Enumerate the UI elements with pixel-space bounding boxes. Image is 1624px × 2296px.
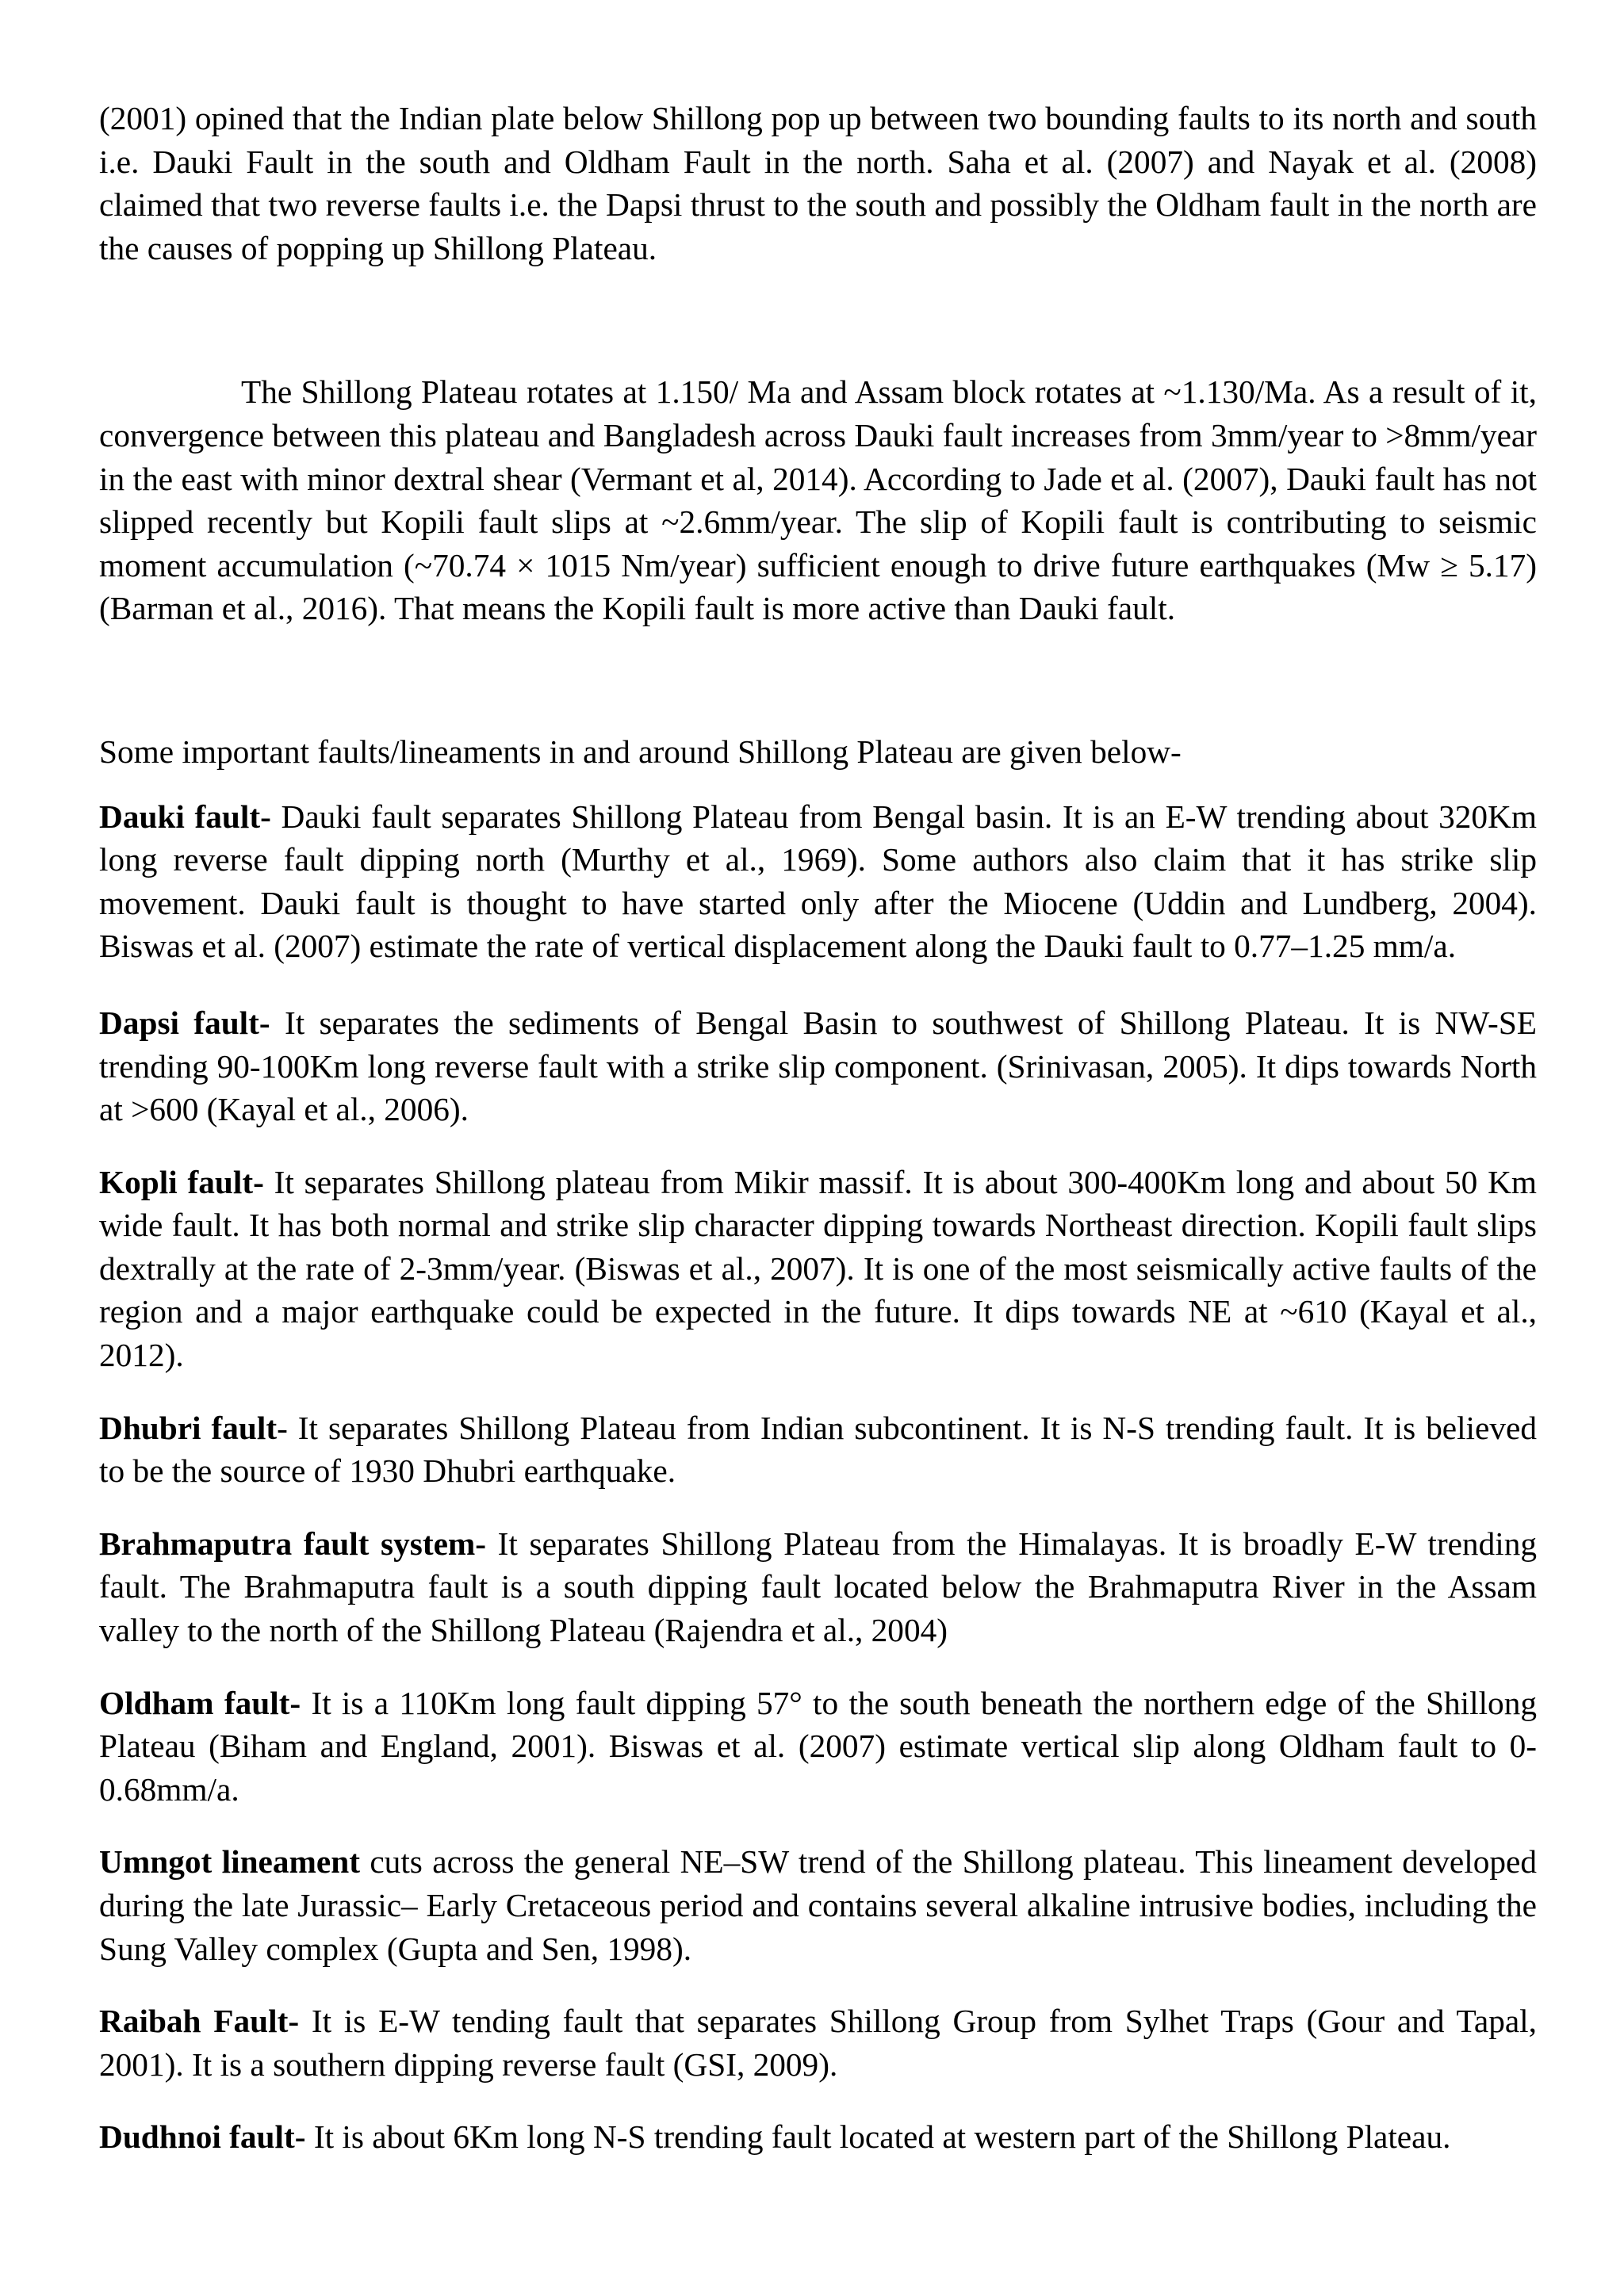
fault-name: Brahmaputra fault system- (99, 1525, 487, 1562)
fault-name: Kopli fault- (99, 1163, 264, 1200)
faults-intro-paragraph: Some important faults/lineaments in and around Shillong Plateau are given below- (99, 733, 1182, 770)
fault-entry-dhubri (99, 1406, 1537, 1493)
fault-description: - It separates Shillong Plateau from Indian subcontinent. It is N-S trending fault. It is believed to be the source of 1930 Dhubri earthquake. (99, 1409, 1537, 1490)
fault-description: cuts across the general NE–SW trend of the Shillong plateau. This lineament developed during the late Jurassic– Early Cretaceous period and contains several alkaline intrusive bodies, including the Sung Valley complex (Gupta and Sen, 1998). (99, 1843, 1537, 1967)
fault-entry-dapsi (99, 1001, 1537, 1131)
fault-entry-umngot (99, 1840, 1537, 1970)
body-paragraph: The Shillong Plateau rotates at 1.150/ Ma and Assam block rotates at ~1.130/Ma. As a result of it, convergence between this plateau and Bangladesh across Dauki fault increases from 3mm/year to >8mm/year in the east with minor dextral shear (Vermant et al, 2014). According to Jade et al. (2007), Dauki fault has not slipped recently but Kopili fault slips at ~2.6mm/year. The slip of Kopili fault is contributing to seismic moment accumulation (~70.74 × 1015 Nm/year) sufficient enough to drive future earthquakes (Mw ≥ 5.17) (Barman et al., 2016). That means the Kopili fault is more active than Dauki fault. (99, 373, 1537, 627)
fault-name: Dhubri fault (99, 1409, 278, 1446)
fault-description: It separates Shillong plateau from Mikir massif. It is about 300-400Km long and about 50 Km wide fault. It has both normal and strike slip character dipping towards Northeast direction. Kopili fault slips dextrally at the rate of 2-3mm/year. (Biswas et al., 2007). It is one of the most seismically active faults of the region and a major earthquake could be expected in the future. It dips towards NE at ~610 (Kayal et al., 2012). (99, 1163, 1538, 1374)
fault-name: Dauki fault- (99, 798, 271, 835)
fault-entry-brahmaputra (99, 1522, 1537, 1652)
fault-description: It separates the sediments of Bengal Basin to southwest of Shillong Plateau. It is NW-SE trending 90-100Km long reverse fault with a strike slip component. (Srinivasan, 2005). It dips towards North at >600 (Kayal et al., 2006). (99, 1004, 1538, 1128)
fault-entry-kopli (99, 1161, 1537, 1377)
fault-name: Dapsi fault- (99, 1004, 270, 1041)
fault-entry-dauki (99, 795, 1537, 968)
fault-name: Umngot lineament (99, 1843, 360, 1881)
fault-name: Dudhnoi fault- (99, 2118, 306, 2156)
fault-entry-raibah (99, 1999, 1537, 2086)
fault-entry-oldham (99, 1682, 1537, 1812)
fault-description: Dauki fault separates Shillong Plateau from Bengal basin. It is an E-W trending about 320Km long reverse fault dipping north (Murthy et al., 1969). Some authors also claim that it has strike slip movement. Dauki fault is thought to have started only after the Miocene (Uddin and Lundberg, 2004). Biswas et al. (2007) estimate the rate of vertical displacement along the Dauki fault to 0.77–1.25 mm/a. (99, 798, 1537, 965)
fault-description: It is E-W tending fault that separates Shillong Group from Sylhet Traps (Gour and Tapal, 2001). It is a southern dipping reverse fault (GSI, 2009). (99, 2003, 1537, 2083)
fault-description: It separates Shillong Plateau from the Himalayas. It is broadly E-W trending fault. The Brahmaputra fault is a south dipping fault located below the Brahmaputra River in the Assam valley to the north of the Shillong Plateau (Rajendra et al., 2004) (99, 1525, 1537, 1649)
fault-name: Oldham fault- (99, 1684, 301, 1721)
fault-description: It is a 110Km long fault dipping 57° to the south beneath the northern edge of the Shillong Plateau (Biham and England, 2001). Biswas et al. (2007) estimate vertical slip along Oldham fault to 0-0.68mm/a. (99, 1684, 1537, 1808)
fault-entry-dudhnoi (99, 2115, 1537, 2159)
fault-description: It is about 6Km long N-S trending fault located at western part of the Shillong Plateau. (305, 2118, 1451, 2156)
fault-name: Raibah Fault- (99, 2003, 300, 2040)
body-paragraph: (2001) opined that the Indian plate below Shillong pop up between two bounding faults to its north and south i.e. Dauki Fault in the south and Oldham Fault in the north. Saha et al. (2007) and Nayak et al. (2008) claimed that two reverse faults i.e. the Dapsi thrust to the south and possibly the Oldham fault in the north are the causes of popping up Shillong Plateau. (99, 100, 1537, 266)
